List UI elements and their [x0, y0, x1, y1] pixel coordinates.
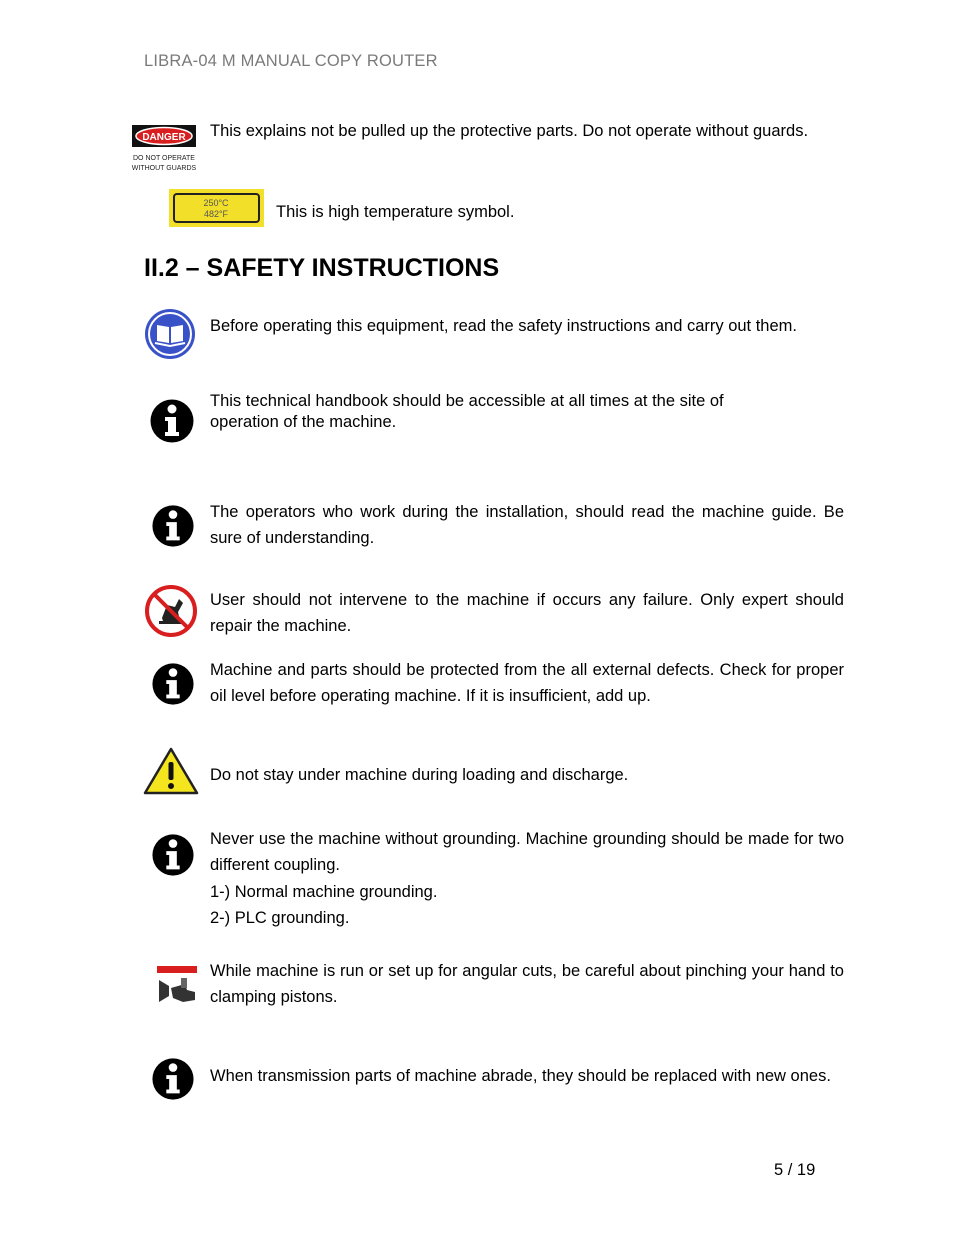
grounding-text: Never use the machine without grounding. Machine grounding should be made for two different coupling. — [210, 830, 844, 874]
hand-pinch-warning-icon — [155, 966, 199, 1010]
read-manual-text: Before operating this equipment, read the safety instructions and carry out them. — [210, 317, 797, 335]
info-icon — [151, 833, 195, 877]
operators-text: The operators who work during the installation, should read the machine guide. Be sure of understanding. — [210, 503, 844, 547]
section-heading: II.2 – SAFETY INSTRUCTIONS — [144, 254, 500, 282]
info-icon — [151, 504, 195, 548]
handbook-line1: This technical handbook should be accessible at all times at the site of — [210, 392, 724, 410]
guards-text: This explains not be pulled up the protective parts. Do not operate without guards. — [210, 122, 809, 140]
page-number: 5 / 19 — [774, 1161, 816, 1179]
under-machine-text: Do not stay under machine during loading and discharge. — [210, 766, 629, 784]
temperature-sign-line2: 482°F — [203, 209, 229, 219]
info-icon — [151, 662, 195, 706]
no-intervention-icon — [145, 585, 197, 637]
protect-text: Machine and parts should be protected from the all external defects. Check for proper oil level before operating machine. If it is insufficient, add up. — [210, 661, 844, 705]
high-temperature-icon — [169, 189, 264, 227]
danger-sign-title: DANGER — [142, 132, 186, 143]
danger-sign-line1: DO NOT OPERATE — [133, 155, 195, 162]
grounding-item-2: 2-) PLC grounding. — [210, 909, 350, 927]
handbook-line2: operation of the machine. — [210, 413, 397, 431]
grounding-item-1: 1-) Normal machine grounding. — [210, 883, 438, 901]
transmission-text: When transmission parts of machine abrade, they should be replaced with new ones. — [210, 1067, 831, 1085]
document-header: LIBRA-04 M MANUAL COPY ROUTER — [144, 52, 438, 70]
danger-sign-icon — [131, 124, 197, 176]
pinch-text: While machine is run or set up for angular cuts, be careful about pinching your hand to clamping pistons. — [210, 962, 844, 1006]
danger-sign-line2: WITHOUT GUARDS — [131, 165, 197, 172]
read-manual-icon — [144, 308, 196, 360]
no-intervene-text: User should not intervene to the machine if occurs any failure. Only expert should repair the machine. — [210, 591, 844, 635]
info-icon — [151, 1057, 195, 1101]
warning-icon — [143, 747, 199, 795]
info-icon — [149, 398, 195, 444]
temperature-sign-line1: 250°C — [203, 198, 229, 208]
temperature-text: This is high temperature symbol. — [276, 203, 515, 221]
